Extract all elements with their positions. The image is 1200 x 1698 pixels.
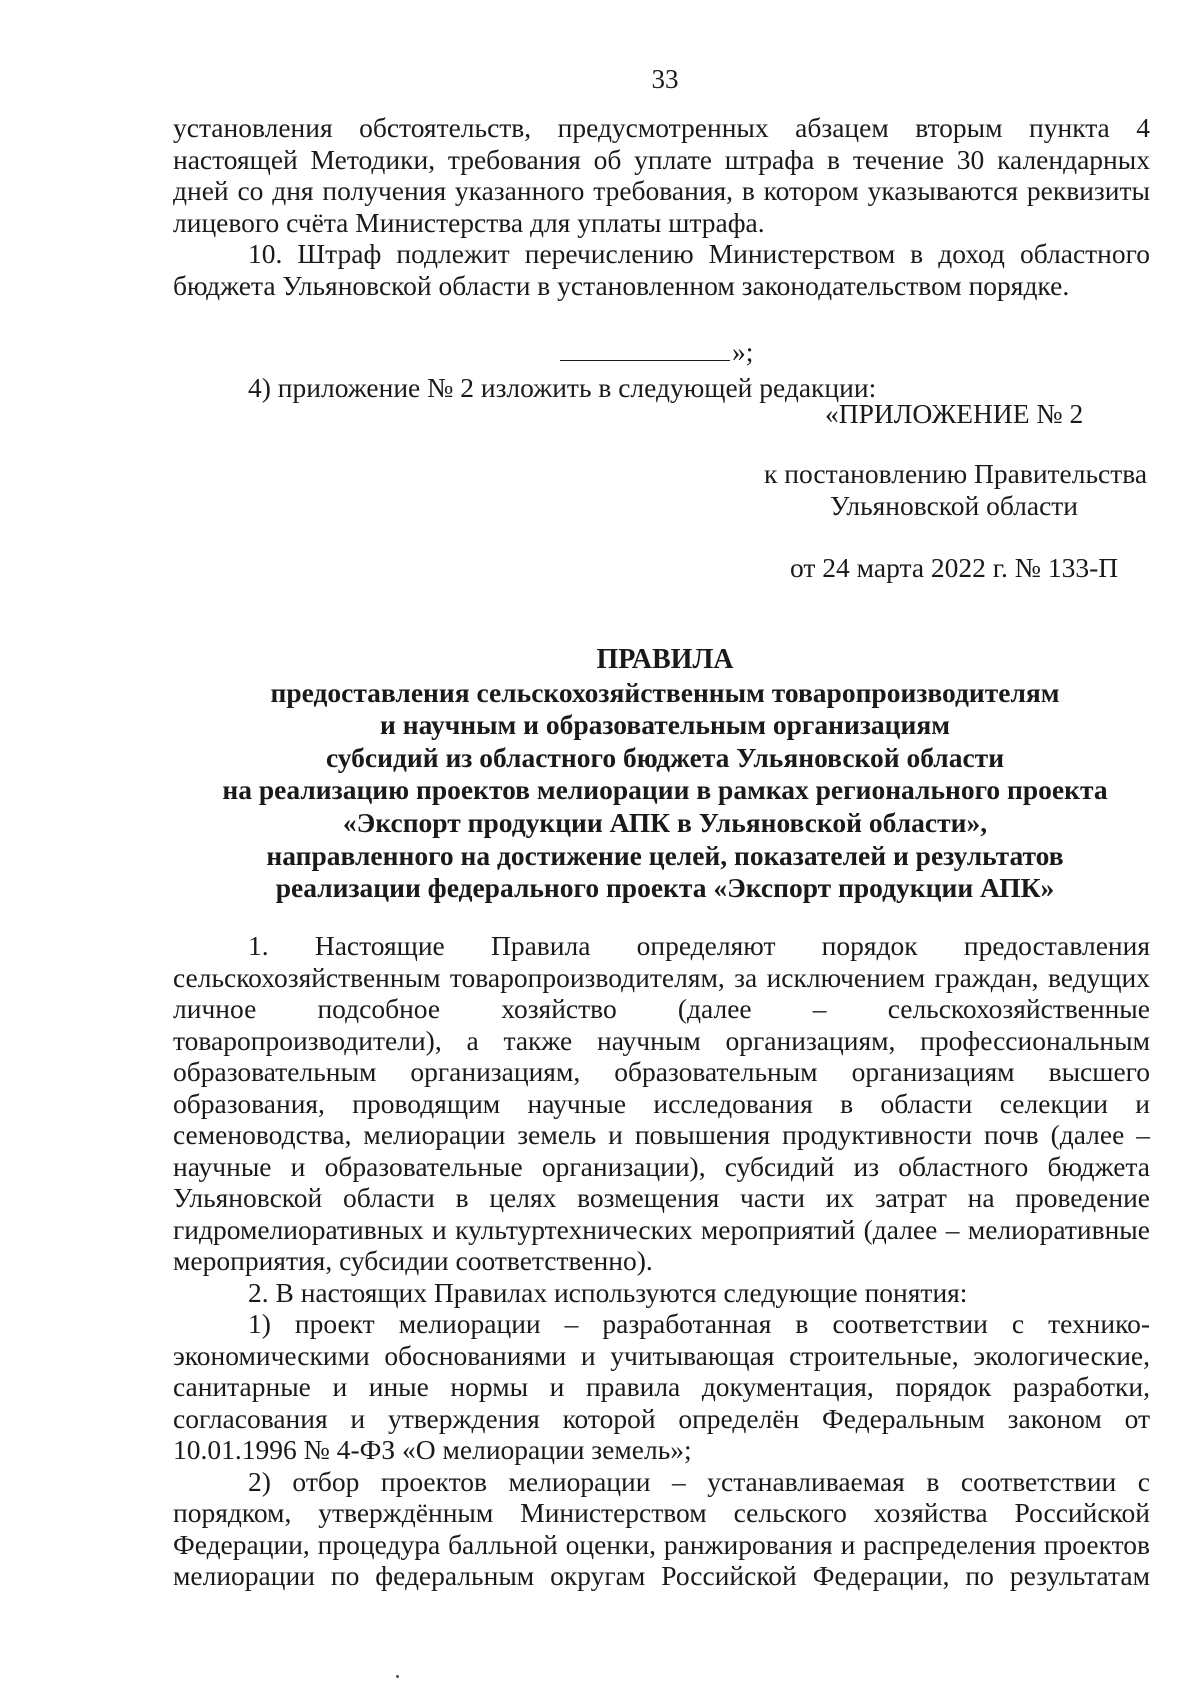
top-text-block: [173, 112, 1150, 301]
rules-title-block: [180, 644, 1150, 905]
title-line-6: направленного на достижение целей, показателей и результатов: [266, 839, 1064, 871]
rules-title: ПРАВИЛА: [596, 644, 734, 675]
amendment-line: 4) приложение № 2 изложить в следующей редакции:: [248, 372, 877, 403]
page-number: 33: [651, 64, 679, 94]
closing-quote-line: [560, 336, 780, 367]
title-line-1: предоставления сельскохозяйственным товаропроизводителям: [270, 676, 1060, 708]
title-line-4: на реализацию проектов мелиорации в рамках регионального проекта: [222, 774, 1108, 806]
body-paragraph-1: 1. Настоящие Правила определяют порядок предоставления сельскохозяйственным товаропроизводителям, за исключением граждан, ведущих личное подсобное хозяйство (далее – сельскохозяйственные товаропроизводители), а также научным организациям, профессиональным образовательным организациям, образовательным организациям высшего образования, проводящим научные исследования в области селекции и семеноводства, мелиорации земель и повышения продуктивности почв (далее – научные и образовательные организации), субсидий из областного бюджета Ульяновской области в целях возмещения части их затрат на проведение гидромелиоративных и культуртехнических мероприятий (далее – мелиоративные мероприятия, субсидии соответственно).: [173, 930, 1150, 1276]
body-paragraph-4: 2) отбор проектов мелиорации – устанавливаемая в соответствии с порядком, утверждённым Министерством сельского хозяйства Российской Федерации, процедура балльной оценки, ранжирования и распределения проектов мелиорации по федеральным округам Российской Федерации, по результатам: [173, 1465, 1150, 1591]
title-line-7: реализации федерального проекта «Экспорт продукции АПК»: [275, 872, 1055, 904]
item-10-paragraph: 10. Штраф подлежит перечислению Министерством в доход областного бюджета Ульяновской области в установленном законодательством порядке.: [173, 238, 1150, 301]
body-paragraph-3: 1) проект мелиорации – разработанная в соответствии с технико-экономическими обоснованиями и учитывающая строительные, экологические, санитарные и иные нормы и правила документация, порядок разработки, согласования и утверждения которой определён Федеральным законом от 10.01.1996 № 4-ФЗ «О мелиорации земель»;: [173, 1308, 1150, 1465]
underline-rule: [560, 359, 730, 361]
title-line-2: и научным и образовательным организациям: [380, 709, 950, 741]
closing-quote: »;: [732, 336, 754, 367]
appendix-date-line: от 24 марта 2022 г. № 133-П: [790, 552, 1119, 583]
title-line-3: субсидий из областного бюджета Ульяновской области: [325, 741, 1005, 773]
appendix-line-2: Ульяновской области: [830, 490, 1079, 521]
scan-speck: [396, 1675, 399, 1678]
continuation-paragraph: установления обстоятельств, предусмотренных абзацем вторым пункта 4 настоящей Методики, требования об уплате штрафа в течение 30 календарных дней со дня получения указанного требования, в котором указываются реквизиты лицевого счёта Министерства для уплаты штрафа.: [173, 112, 1150, 238]
appendix-line-1: к постановлению Правительства: [764, 458, 1148, 489]
body-paragraph-2: 2. В настоящих Правилах используются следующие понятия:: [248, 1276, 968, 1308]
body-text-block: [173, 930, 1150, 1592]
title-line-5: «Экспорт продукции АПК в Ульяновской области»,: [342, 806, 988, 838]
appendix-heading: «ПРИЛОЖЕНИЕ № 2: [825, 398, 1084, 429]
